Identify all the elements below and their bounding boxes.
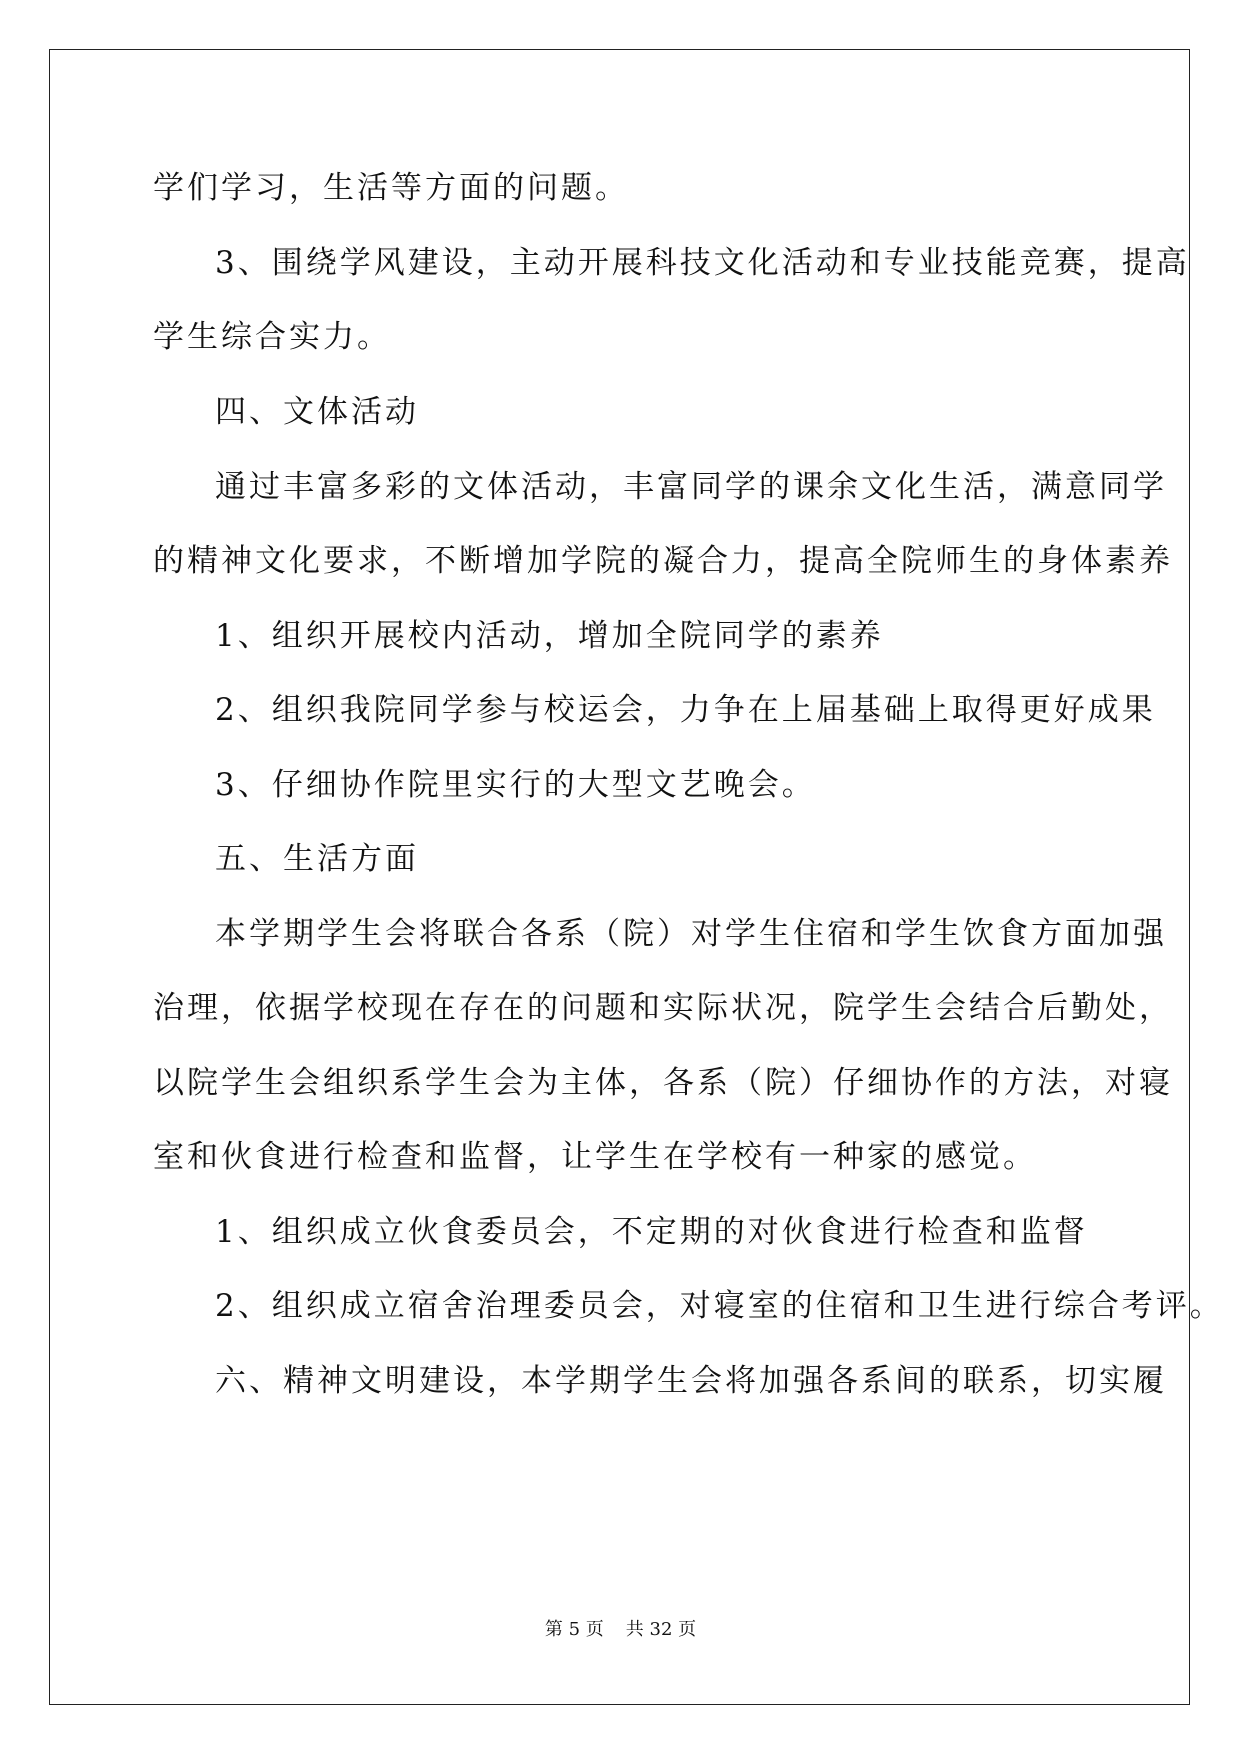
text-line: 本学期学生会将联合各系（院）对学生住宿和学生饮食方面加强 xyxy=(215,916,1167,952)
page-footer xyxy=(0,1618,1241,1642)
section-heading: 六、精神文明建设，本学期学生会将加强各系间的联系，切实履 xyxy=(215,1363,1167,1399)
list-item: 2、组织我院同学参与校运会，力争在上届基础上取得更好成果 xyxy=(215,692,1156,728)
text-line: 室和伙食进行检查和监督，让学生在学校有一种家的感觉。 xyxy=(153,1139,1037,1175)
text-line: 学们学习，生活等方面的问题。 xyxy=(153,170,629,206)
text-line: 学生综合实力。 xyxy=(153,319,391,355)
page-total: 共 32 页 xyxy=(625,1619,697,1640)
list-item: 1、组织开展校内活动，增加全院同学的素养 xyxy=(215,618,884,654)
page-number: 第 5 页 xyxy=(544,1619,604,1640)
list-item: 1、组织成立伙食委员会，不定期的对伙食进行检查和监督 xyxy=(215,1214,1088,1250)
text-line: 治理，依据学校现在存在的问题和实际状况，院学生会结合后勤处， xyxy=(153,990,1173,1026)
section-heading: 四、文体活动 xyxy=(215,394,419,430)
text-line: 以院学生会组织系学生会为主体，各系（院）仔细协作的方法，对寝 xyxy=(153,1065,1173,1101)
text-line: 通过丰富多彩的文体活动，丰富同学的课余文化生活，满意同学 xyxy=(215,469,1167,505)
section-heading: 五、生活方面 xyxy=(215,841,419,877)
text-line: 的精神文化要求，不断增加学院的凝合力，提高全院师生的身体素养 xyxy=(153,543,1173,579)
list-item: 2、组织成立宿舍治理委员会，对寝室的住宿和卫生进行综合考评。 xyxy=(215,1288,1224,1324)
text-line: 3、围绕学风建设，主动开展科技文化活动和专业技能竞赛，提高 xyxy=(215,245,1190,281)
list-item: 3、仔细协作院里实行的大型文艺晚会。 xyxy=(215,767,816,803)
